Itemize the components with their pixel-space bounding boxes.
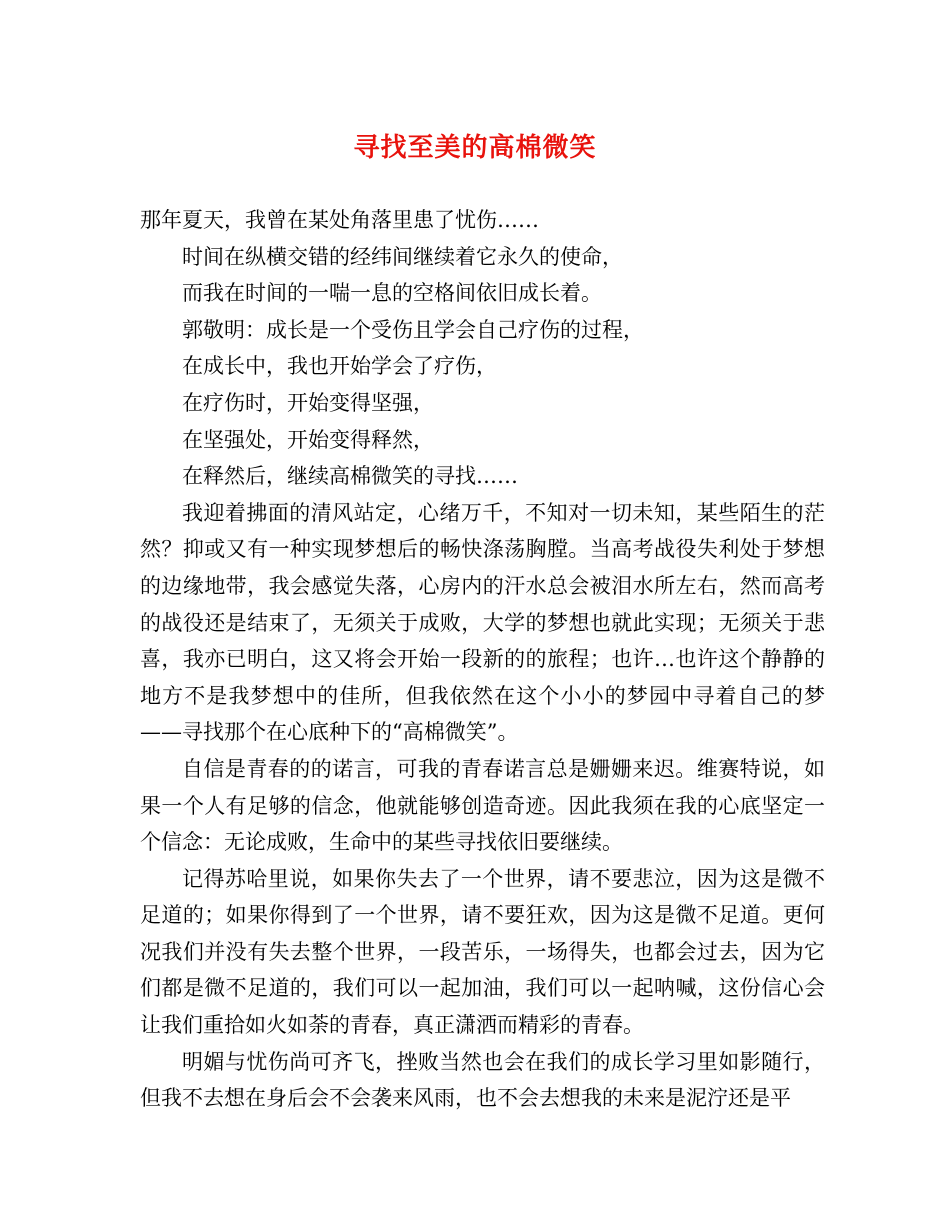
poem-line: 时间在纵横交错的经纬间继续着它永久的使命， <box>182 244 623 269</box>
poem-line: 那年夏天，我曾在某处角落里患了忧伤…… <box>140 208 539 232</box>
poem-line: 在坚强处，开始变得释然， <box>182 427 434 452</box>
body-paragraph: 自信是青春的的诺言，可我的青春诺言总是姗姗来迟。维赛特说，如果一个人有足够的信念，他就能够创造奇迹。因此我须在我的心底坚定一个信念：无论成败，生命中的某些寻找依旧要继续。 <box>140 756 825 855</box>
body-paragraph: 记得苏哈里说，如果你失去了一个世界，请不要悲泣，因为这是微不足道的；如果你得到了一个世界，请不要狂欢，因为这是微不足道。更何况我们并没有失去整个世界，一段苦乐，一场得失，也都会过去，因为它们都是微不足道的，我们可以一起加油，我们可以一起呐喊，这份信心会让我们重拾如火如荼的青春，真正潇洒而精彩的青春。 <box>140 866 825 1038</box>
poem-line: 而我在时间的一喘一息的空格间依旧成长着。 <box>182 281 602 306</box>
poem-line: 在疗伤时，开始变得坚强， <box>182 390 434 415</box>
poem-line: 在释然后，继续高棉微笑的寻找…… <box>182 464 518 489</box>
document-title: 寻找至美的高棉微笑 <box>353 133 597 163</box>
body-paragraph: 明媚与忧伤尚可齐飞，挫败当然也会在我们的成长学习里如影随行，但我不去想在身后会不会袭来风雨，也不会去想我的未来是泥泞还是平 <box>140 1049 825 1111</box>
poem-line: 在成长中，我也开始学会了疗伤， <box>182 354 497 379</box>
document-body <box>140 202 825 1117</box>
poem-line: 郭敬明：成长是一个受伤且学会自己疗伤的过程， <box>182 317 644 342</box>
body-paragraph: 我迎着拂面的清风站定，心绪万千，不知对一切未知，某些陌生的茫然？抑或又有一种实现梦想后的畅快涤荡胸膛。当高考战役失利处于梦想的边缘地带，我会感觉失落，心房内的汗水总会被泪水所左右，然而高考的战役还是结束了，无须关于成败，大学的梦想也就此实现；无须关于悲喜，我亦已明白，这又将会开始一段新的的旅程；也许…也许这个静静的地方不是我梦想中的佳所，但我依然在这个小小的梦园中寻着自己的梦——寻找那个在心底种下的“高棉微笑”。 <box>140 500 825 745</box>
